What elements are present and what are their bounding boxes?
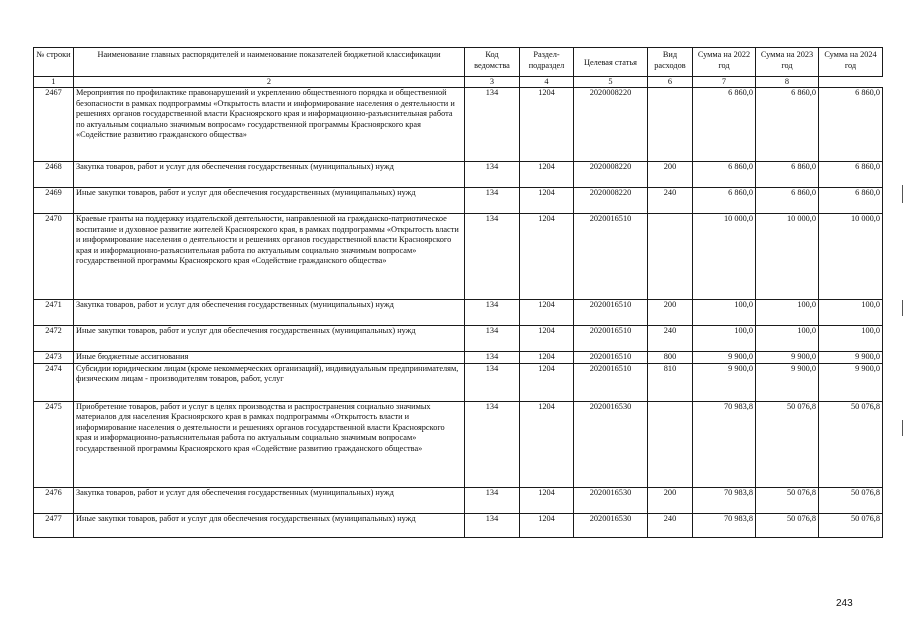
column-number: 7 [693,77,756,88]
row-dept-code: 134 [465,352,520,364]
row-sum-2024: 6 860,0 [819,162,883,188]
row-expense-type: 200 [648,487,693,513]
table-row [34,326,883,352]
row-expense-type: 810 [648,363,693,401]
row-sum-2023: 6 860,0 [756,162,819,188]
row-sum-2023: 50 076,8 [756,513,819,537]
table-row [34,401,883,487]
row-dept-code: 134 [465,300,520,326]
row-dept-code: 134 [465,487,520,513]
table-row [34,352,883,364]
column-number: 1 [34,77,74,88]
header-expense-type: Вид расходов [648,48,693,77]
row-sum-2023: 50 076,8 [756,487,819,513]
row-expense-type: 200 [648,300,693,326]
row-number: 2472 [34,326,74,352]
row-name: Закупка товаров, работ и услуг для обеспечения государственных (муниципальных) нужд [74,300,465,326]
row-sum-2023: 100,0 [756,326,819,352]
row-dept-code: 134 [465,214,520,300]
column-number: 6 [648,77,693,88]
row-name: Мероприятия по профилактике правонарушений и укреплению общественного порядка и общественной безопасности в рамках подпрограммы «Открытость власти и информирование населения о деятельности и решениях органов государственной власти Красноярского края и информационно-разъяснительная работа по актуальным социально значимым вопросам» государственной программы Красноярского края «Содействие развитию гражданского общества» [74,88,465,162]
row-name: Иные закупки товаров, работ и услуг для обеспечения государственных (муниципальных) нужд [74,513,465,537]
row-sum-2023: 50 076,8 [756,401,819,487]
row-sum-2024: 6 860,0 [819,88,883,162]
row-name: Приобретение товаров, работ и услуг в целях производства и распространения социально значимых материалов для населения Красноярского края в рамках подпрограммы «Открытость власти и информирование населения о деятельности и решениях органов государственной власти Красноярского края и информационно-разъяснительная работа по актуальным социально значимым вопросам» государственной программы Красноярского края «Содействие развитию гражданского общества» [74,401,465,487]
row-name: Закупка товаров, работ и услуг для обеспечения государственных (муниципальных) нужд [74,487,465,513]
row-target-article: 2020016510 [574,363,648,401]
table-row [34,513,883,537]
row-number: 2468 [34,162,74,188]
table-row [34,214,883,300]
header-sum-2022: Сумма на 2022 год [693,48,756,77]
row-sum-2023: 9 900,0 [756,352,819,364]
row-dept-code: 134 [465,513,520,537]
row-target-article: 2020016510 [574,352,648,364]
row-sum-2022: 9 900,0 [693,352,756,364]
row-dept-code: 134 [465,363,520,401]
row-expense-type: 240 [648,326,693,352]
row-sum-2022: 6 860,0 [693,88,756,162]
row-section: 1204 [520,214,574,300]
row-expense-type [648,401,693,487]
row-expense-type [648,214,693,300]
table-row [34,88,883,162]
row-sum-2024: 50 076,8 [819,401,883,487]
column-number-row [34,77,883,88]
scan-edge-mark [902,420,903,436]
header-name: Наименование главных распорядителей и наименование показателей бюджетной классификации [74,48,465,77]
row-sum-2024: 10 000,0 [819,214,883,300]
row-target-article: 2020008220 [574,188,648,214]
row-number: 2475 [34,401,74,487]
row-number: 2476 [34,487,74,513]
column-number: 2 [74,77,465,88]
row-target-article: 2020016510 [574,214,648,300]
header-row-number: № строки [34,48,74,77]
table-row [34,487,883,513]
budget-table [33,47,883,538]
table-row [34,188,883,214]
header-section: Раздел-подраздел [520,48,574,77]
row-section: 1204 [520,401,574,487]
header-target-article: Целевая статья [574,48,648,77]
row-expense-type [648,88,693,162]
row-number: 2474 [34,363,74,401]
row-section: 1204 [520,363,574,401]
row-expense-type: 800 [648,352,693,364]
row-sum-2022: 70 983,8 [693,513,756,537]
table-row [34,162,883,188]
row-name: Субсидии юридическим лицам (кроме некоммерческих организаций), индивидуальным предпринимателям, физическим лицам - производителям товаров, работ, услуг [74,363,465,401]
header-sum-2023: Сумма на 2023 год [756,48,819,77]
row-number: 2470 [34,214,74,300]
row-sum-2023: 6 860,0 [756,88,819,162]
row-dept-code: 134 [465,326,520,352]
row-sum-2022: 10 000,0 [693,214,756,300]
row-expense-type: 240 [648,513,693,537]
row-sum-2022: 70 983,8 [693,487,756,513]
table-row [34,363,883,401]
scan-edge-mark [902,185,903,203]
row-sum-2022: 70 983,8 [693,401,756,487]
row-number: 2467 [34,88,74,162]
column-number: 5 [574,77,648,88]
row-sum-2023: 9 900,0 [756,363,819,401]
table-header-row [34,48,883,77]
row-sum-2024: 100,0 [819,300,883,326]
row-target-article: 2020016530 [574,487,648,513]
row-number: 2469 [34,188,74,214]
row-target-article: 2020008220 [574,162,648,188]
header-sum-2024: Сумма на 2024 год [819,48,883,77]
row-sum-2024: 6 860,0 [819,188,883,214]
column-number: 4 [520,77,574,88]
row-expense-type: 200 [648,162,693,188]
row-sum-2023: 100,0 [756,300,819,326]
row-section: 1204 [520,188,574,214]
row-name: Краевые гранты на поддержку издательской деятельности, направленной на гражданско-патриотическое воспитание и духовное развитие жителей Красноярского края, в рамках подпрограммы «Открытость власти и информирование населения о деятельности и решениях органов государственной власти Красноярского края и информационно-разъяснительная работа по актуальным социально значимым вопросам» государственной программы Красноярского края «Содействие гражданского общества» [74,214,465,300]
row-name: Иные закупки товаров, работ и услуг для обеспечения государственных (муниципальных) нужд [74,188,465,214]
row-number: 2477 [34,513,74,537]
row-sum-2022: 9 900,0 [693,363,756,401]
row-target-article: 2020016530 [574,513,648,537]
scan-edge-mark [902,300,903,316]
row-sum-2022: 6 860,0 [693,162,756,188]
row-sum-2024: 9 900,0 [819,363,883,401]
row-number: 2473 [34,352,74,364]
table-row [34,300,883,326]
row-sum-2024: 100,0 [819,326,883,352]
row-number: 2471 [34,300,74,326]
row-target-article: 2020016530 [574,401,648,487]
row-section: 1204 [520,88,574,162]
row-sum-2022: 6 860,0 [693,188,756,214]
row-section: 1204 [520,326,574,352]
row-dept-code: 134 [465,188,520,214]
row-name: Иные закупки товаров, работ и услуг для обеспечения государственных (муниципальных) нужд [74,326,465,352]
row-sum-2024: 9 900,0 [819,352,883,364]
row-expense-type: 240 [648,188,693,214]
row-sum-2024: 50 076,8 [819,513,883,537]
row-dept-code: 134 [465,162,520,188]
row-section: 1204 [520,300,574,326]
row-section: 1204 [520,513,574,537]
column-number: 8 [756,77,819,88]
row-sum-2023: 10 000,0 [756,214,819,300]
row-dept-code: 134 [465,88,520,162]
page-number: 243 [836,598,853,609]
row-target-article: 2020008220 [574,88,648,162]
row-sum-2024: 50 076,8 [819,487,883,513]
row-section: 1204 [520,487,574,513]
row-section: 1204 [520,352,574,364]
row-sum-2022: 100,0 [693,300,756,326]
row-dept-code: 134 [465,401,520,487]
header-dept-code: Код ведомства [465,48,520,77]
row-name: Закупка товаров, работ и услуг для обеспечения государственных (муниципальных) нужд [74,162,465,188]
row-name: Иные бюджетные ассигнования [74,352,465,364]
row-target-article: 2020016510 [574,326,648,352]
row-target-article: 2020016510 [574,300,648,326]
row-section: 1204 [520,162,574,188]
row-sum-2022: 100,0 [693,326,756,352]
column-number: 3 [465,77,520,88]
row-sum-2023: 6 860,0 [756,188,819,214]
